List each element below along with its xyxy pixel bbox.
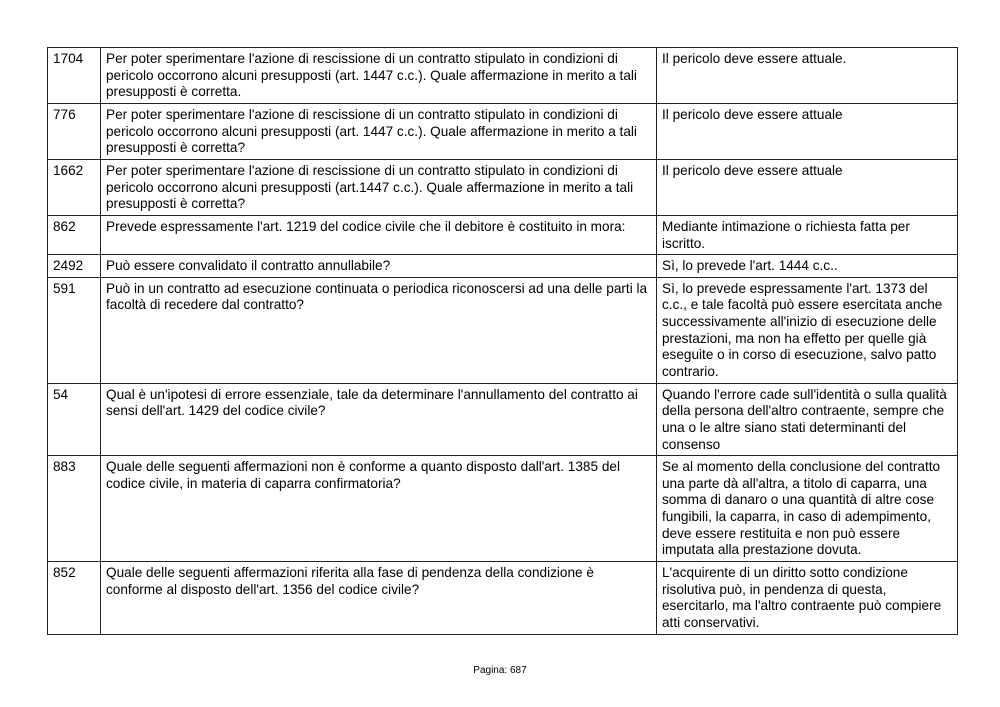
table-row — [48, 456, 958, 562]
row-question: Per poter sperimentare l'azione di rescissione di un contratto stipulato in condizioni di pericolo occorrono alcuni presupposti (art. 1447 c.c.). Quale affermazione in merito a tali presupposti è corretta. — [101, 48, 657, 104]
row-question: Quale delle seguenti affermazioni riferita alla fase di pendenza della condizione è conforme al disposto dell'art. 1356 del codice civile? — [101, 562, 657, 634]
row-answer: Il pericolo deve essere attuale — [657, 160, 958, 216]
row-id: 862 — [48, 216, 101, 255]
table-row — [48, 104, 958, 160]
table-row — [48, 562, 958, 634]
row-question: Prevede espressamente l'art. 1219 del codice civile che il debitore è costituito in mora: — [101, 216, 657, 255]
row-id: 1662 — [48, 160, 101, 216]
row-question: Può in un contratto ad esecuzione continuata o periodica riconoscersi ad una delle parti la facoltà di recedere dal contratto? — [101, 277, 657, 383]
row-id: 2492 — [48, 255, 101, 278]
qa-table — [47, 47, 958, 635]
row-question: Quale delle seguenti affermazioni non è conforme a quanto disposto dall'art. 1385 del codice civile, in materia di caparra confirmatoria? — [101, 456, 657, 562]
table-row — [48, 383, 958, 455]
table-row — [48, 255, 958, 278]
page-number: Pagina: 687 — [473, 665, 527, 676]
row-id: 776 — [48, 104, 101, 160]
row-id: 883 — [48, 456, 101, 562]
table-row — [48, 48, 958, 104]
row-id: 54 — [48, 383, 101, 455]
table-row — [48, 277, 958, 383]
row-id: 1704 — [48, 48, 101, 104]
row-answer: Il pericolo deve essere attuale. — [657, 48, 958, 104]
row-answer: Se al momento della conclusione del contratto una parte dà all'altra, a titolo di caparra, una somma di danaro o una quantità di altre cose fungibili, la caparra, in caso di adempimento, deve essere restituita e non può essere imputata alla prestazione dovuta. — [657, 456, 958, 562]
row-answer: Mediante intimazione o richiesta fatta per iscritto. — [657, 216, 958, 255]
row-id: 852 — [48, 562, 101, 634]
row-question: Può essere convalidato il contratto annullabile? — [101, 255, 657, 278]
row-answer: Quando l'errore cade sull'identità o sulla qualità della persona dell'altro contraente, sempre che una o le altre siano stati determinanti del consenso — [657, 383, 958, 455]
row-id: 591 — [48, 277, 101, 383]
row-question: Per poter sperimentare l'azione di rescissione di un contratto stipulato in condizioni di pericolo occorrono alcuni presupposti (art. 1447 c.c.). Quale affermazione in merito a tali presupposti è corretta? — [101, 104, 657, 160]
table-row — [48, 160, 958, 216]
row-question: Qual è un'ipotesi di errore essenziale, tale da determinare l'annullamento del contratto ai sensi dell'art. 1429 del codice civile? — [101, 383, 657, 455]
row-answer: Sì, lo prevede l'art. 1444 c.c.. — [657, 255, 958, 278]
row-question: Per poter sperimentare l'azione di rescissione di un contratto stipulato in condizioni di pericolo occorrono alcuni presupposti (art.1447 c.c.). Quale affermazione in merito a tali presupposti è corretta? — [101, 160, 657, 216]
row-answer: L'acquirente di un diritto sotto condizione risolutiva può, in pendenza di questa, esercitarlo, ma l'altro contraente può compiere atti conservativi. — [657, 562, 958, 634]
row-answer: Sì, lo prevede espressamente l'art. 1373 del c.c., e tale facoltà può essere esercitata anche successivamente all'inizio di esecuzione delle prestazioni, ma non ha effetto per quelle già eseguite o in corso di esecuzione, salvo patto contrario. — [657, 277, 958, 383]
table-row — [48, 216, 958, 255]
row-answer: Il pericolo deve essere attuale — [657, 104, 958, 160]
